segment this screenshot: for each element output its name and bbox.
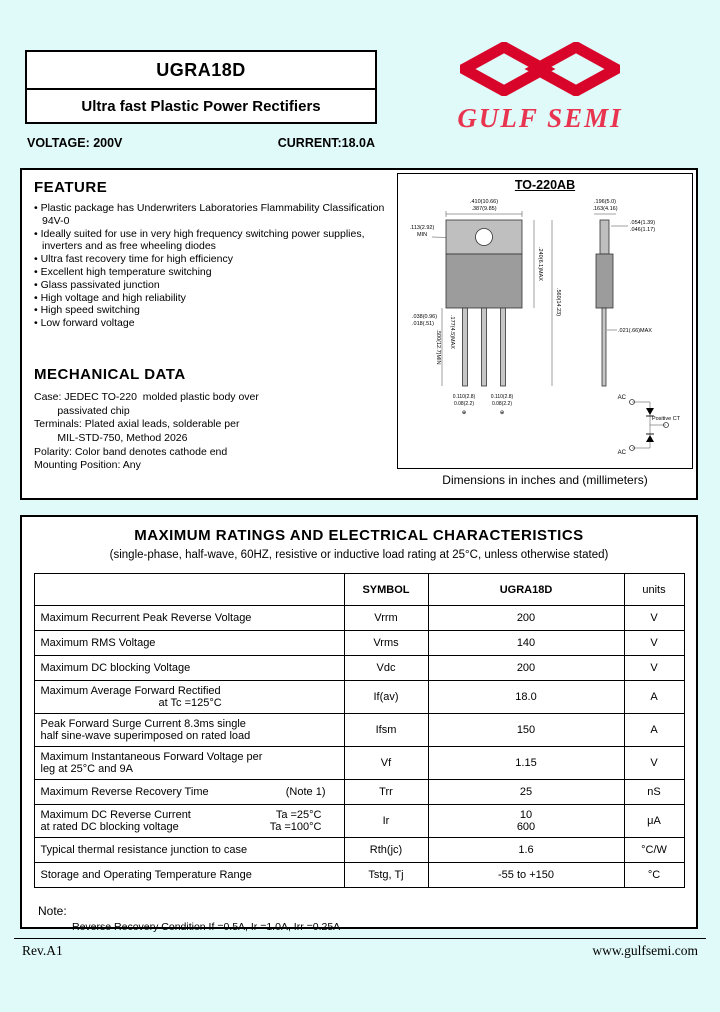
package-diagram [397,173,693,469]
header-units: units [624,574,684,606]
current-rating: CURRENT:18.0A [277,136,375,150]
param-line: leg at 25°C and 9A [40,763,133,775]
part-number: UGRA18D [27,52,375,90]
terminal-label: Positive CT [651,416,681,422]
symbol-cell: Vf [344,747,428,780]
feature-section [20,168,698,500]
mechanical-line: Mounting Position: Any [34,459,141,472]
param-line: Peak Forward Surge Current 8.3ms single [40,718,246,730]
param-note: (Note 1) [285,786,326,798]
dim-label: .038(0.96) [412,314,438,320]
table-row [34,747,684,780]
symbol-cell: Vrrm [344,606,428,631]
feature-item: • High speed switching [34,304,390,317]
dim-label: .560(14.23) [555,287,561,317]
ratings-subtitle: (single-phase, half-wave, 60HZ, resistive or inductive load rating at 25°C, unless otherwise stated) [109,549,609,561]
ratings-title: MAXIMUM RATINGS AND ELECTRICAL CHARACTERISTICS [134,527,584,544]
value-cell: 140 [428,631,624,656]
brand-name: GULF SEMI [457,103,623,133]
param-cell [34,780,344,805]
terminal-label: AC [617,450,626,456]
value-cell: 1.15 [428,747,624,780]
dim-label: .113(2.92) [409,225,435,231]
param-line: Maximum DC Reverse Current [40,809,191,821]
value-cell: 200 [428,656,624,681]
header [25,50,377,150]
mechanical-line: Case: JEDEC TO-220 molded plastic body over [34,391,259,403]
table-row [34,681,684,714]
units-cell: μA [624,805,684,838]
mechanical-heading: MECHANICAL DATA [34,366,186,383]
header-part: UGRA18D [428,574,624,606]
param-cell: Storage and Operating Temperature Range [34,863,344,888]
dim-label: .046(1.17) [630,227,656,233]
feature-item: • Ultra fast recovery time for high efficiency [34,253,390,266]
title-box [25,50,377,124]
dim-label: .387(9.85) [471,206,497,212]
value-cell: 200 [428,606,624,631]
table-row [34,714,684,747]
mechanical-line: Terminals: Plated axial leads, solderable per [34,418,240,431]
package-name: TO-220AB [514,178,576,192]
value-cell: 18.0 [428,681,624,714]
param-cell [34,714,344,747]
units-cell: °C/W [624,838,684,863]
dim-label: 0.08(2.2) [491,401,513,407]
side-view [596,220,613,386]
param-line: Maximum Instantaneous Forward Voltage per [40,751,263,763]
feature-item: • High voltage and high reliability [34,292,390,305]
mechanical-line: Polarity: Color band denotes cathode end [34,445,228,458]
param-line: Maximum Average Forward Rectified [40,685,221,697]
param-cell: Maximum RMS Voltage [34,631,344,656]
revision-label: Rev.A1 [22,943,63,958]
param-line: half sine-wave superimposed on rated load [40,730,251,742]
param-cell: Maximum Recurrent Peak Reverse Voltage [34,606,344,631]
brand-diamonds-icon [460,42,620,96]
header-symbol: SYMBOL [344,574,428,606]
feature-item: • Low forward voltage [34,317,390,330]
dim-label: 0.110(2.8) [490,394,514,400]
param-cell: Typical thermal resistance junction to case [34,838,344,863]
value-cell: 1.6 [428,838,624,863]
front-view [446,220,522,386]
param-cell [34,681,344,714]
units-cell: °C [624,863,684,888]
dim-label: 0.08(2.2) [453,401,475,407]
dim-label: .196(5.0) [593,199,617,205]
symbol-cell: Rth(jc) [344,838,428,863]
voltage-rating: VOLTAGE: 200V [27,136,123,150]
table-row [34,838,684,863]
units-cell: V [624,656,684,681]
value-cell [428,805,624,838]
dim-label: .500(12.7)MIN [435,329,441,365]
feature-list [34,202,390,330]
package-drawing [398,192,690,460]
symbol-cell: Vdc [344,656,428,681]
param-line: Maximum Reverse Recovery Time [40,786,209,798]
diagram-caption: Dimensions in inches and (millimeters) [442,473,648,487]
dim-label: .054(1.39) [630,220,656,226]
symbol-cell: Ifsm [344,714,428,747]
param-cell [34,747,344,780]
param-condition: Ta =100°C [269,821,322,833]
feature-item: • Glass passivated junction [34,279,390,292]
units-cell: V [624,606,684,631]
feature-item: • Ideally suited for use in very high frequency switching power supplies, inverters and as free wheeling diodes [34,228,390,254]
note-label: Note: [38,904,67,918]
dim-label: .163(4.16) [592,206,618,212]
dim-label: .021(.66)MAX [618,328,652,334]
feature-item: • Excellent high temperature switching [34,266,390,279]
param-line: at rated DC blocking voltage [40,821,179,833]
units-cell: A [624,714,684,747]
dim-label: .240(6.1)MAX [537,247,543,281]
value-cell: -55 to +150 [428,863,624,888]
table-row [34,863,684,888]
tolerance-symbol-icon: ⊕ [499,410,505,416]
symbol-cell: If(av) [344,681,428,714]
ratings-summary [25,136,377,150]
table-row [34,656,684,681]
symbol-cell: Vrms [344,631,428,656]
units-cell: V [624,631,684,656]
ratings-table [34,573,685,888]
footer-divider [14,938,706,939]
table-row [34,780,684,805]
value-cell: 150 [428,714,624,747]
units-cell: nS [624,780,684,805]
feature-item: • Plastic package has Underwriters Laboratories Flammability Classification 94V-0 [34,202,390,228]
symbol-cell: Trr [344,780,428,805]
ratings-section [20,515,698,933]
value-line: 600 [516,821,536,833]
mechanical-line: MIL-STD-750, Method 2026 [34,431,188,444]
header-parameter [34,574,344,606]
value-cell: 25 [428,780,624,805]
dim-label: MIN [416,232,428,238]
symbol-cell: Ir [344,805,428,838]
terminal-label: AC [617,395,626,401]
mechanical-line: passivated chip [34,404,130,417]
dim-label: .018(.51) [412,321,435,327]
units-cell: A [624,681,684,714]
table-row [34,631,684,656]
table-header-row [34,574,684,606]
param-cell [34,805,344,838]
product-title: Ultra fast Plastic Power Rectifiers [81,98,321,115]
value-line: 10 [519,809,533,821]
website-link[interactable]: www.gulfsemi.com [592,943,698,958]
param-condition: Ta =25°C [275,809,322,821]
dim-label: .177(4.5)MAX [449,315,455,349]
param-line: at Tc =125°C [158,697,222,709]
param-cell: Maximum DC blocking Voltage [34,656,344,681]
table-row [34,606,684,631]
mechanical-data [34,391,394,473]
polarity-schematic [618,395,681,456]
dim-label: 0.110(2.8) [452,394,476,400]
tolerance-symbol-icon: ⊕ [461,410,467,416]
feature-heading: FEATURE [34,179,108,196]
units-cell: V [624,747,684,780]
note-text: Reverse Recovery Condition If =0.5A, Ir =1.0A, Irr =0.25A [72,921,341,933]
table-row [34,805,684,838]
brand-logo [452,42,628,134]
symbol-cell: Tstg, Tj [344,863,428,888]
dim-label: .410(10.66) [469,199,499,205]
